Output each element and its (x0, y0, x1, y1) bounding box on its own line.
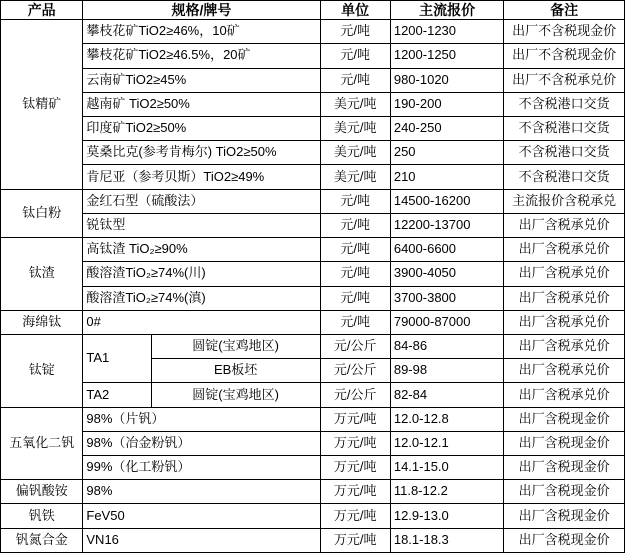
remark-cell: 出厂不含税承兑价 (504, 68, 625, 92)
remark-cell: 出厂含税现金价 (504, 456, 625, 480)
spec-cell: 印度矿TiO2≥50% (83, 116, 320, 140)
table-row (1, 528, 625, 552)
remark-cell: 出厂含税承兑价 (504, 238, 625, 262)
unit-cell: 元/吨 (320, 238, 390, 262)
header-remark: 备注 (504, 1, 625, 20)
table-row (1, 310, 625, 334)
price-cell: 210 (390, 165, 504, 189)
remark-cell: 出厂含税承兑价 (504, 262, 625, 286)
table-row (1, 141, 625, 165)
unit-cell: 元/吨 (320, 310, 390, 334)
product-group-label: 钒铁 (1, 504, 83, 528)
price-cell: 14.1-15.0 (390, 456, 504, 480)
price-cell: 250 (390, 141, 504, 165)
remark-cell: 出厂含税承兑价 (504, 334, 625, 358)
remark-cell: 不含税港口交货 (504, 141, 625, 165)
header-price: 主流报价 (390, 1, 504, 20)
price-cell: 12200-13700 (390, 213, 504, 237)
unit-cell: 元/吨 (320, 44, 390, 68)
table-row (1, 431, 625, 455)
unit-cell: 万元/吨 (320, 407, 390, 431)
remark-cell: 出厂含税承兑价 (504, 359, 625, 383)
price-cell: 82-84 (390, 383, 504, 407)
unit-cell: 元/吨 (320, 286, 390, 310)
product-group-label: 钛锭 (1, 334, 83, 407)
spec-cell: 越南矿 TiO2≥50% (83, 92, 320, 116)
unit-cell: 元/公斤 (320, 383, 390, 407)
remark-cell: 出厂含税承兑价 (504, 310, 625, 334)
unit-cell: 元/公斤 (320, 334, 390, 358)
product-group-label: 偏钒酸铵 (1, 480, 83, 504)
unit-cell: 美元/吨 (320, 116, 390, 140)
spec-cell: 98% (83, 480, 320, 504)
unit-cell: 元/吨 (320, 68, 390, 92)
price-cell: 12.0-12.1 (390, 431, 504, 455)
price-cell: 3900-4050 (390, 262, 504, 286)
price-cell: 12.9-13.0 (390, 504, 504, 528)
remark-cell: 出厂含税现金价 (504, 528, 625, 552)
price-cell: 11.8-12.2 (390, 480, 504, 504)
table-row (1, 68, 625, 92)
price-cell: 18.1-18.3 (390, 528, 504, 552)
unit-cell: 元/吨 (320, 189, 390, 213)
unit-cell: 美元/吨 (320, 92, 390, 116)
table-row (1, 116, 625, 140)
remark-cell: 出厂含税承兑价 (504, 383, 625, 407)
price-cell: 89-98 (390, 359, 504, 383)
table-row (1, 383, 625, 407)
unit-cell: 美元/吨 (320, 141, 390, 165)
price-cell: 3700-3800 (390, 286, 504, 310)
remark-cell: 不含税港口交货 (504, 165, 625, 189)
table-row (1, 480, 625, 504)
price-cell: 12.0-12.8 (390, 407, 504, 431)
header-unit: 单位 (320, 1, 390, 20)
product-group-label: 钛白粉 (1, 189, 83, 237)
table-row (1, 44, 625, 68)
spec-cell: 0# (83, 310, 320, 334)
spec-cell: 酸溶渣TiO₂≥74%(滇) (83, 286, 320, 310)
remark-cell: 主流报价含税承兑 (504, 189, 625, 213)
remark-cell: 出厂含税现金价 (504, 480, 625, 504)
table-row (1, 213, 625, 237)
spec-cell: 99%（化工粉钒） (83, 456, 320, 480)
spec-cell: 云南矿TiO2≥45% (83, 68, 320, 92)
spec-cell: 圆锭(宝鸡地区) (151, 334, 320, 358)
price-cell: 79000-87000 (390, 310, 504, 334)
price-cell: 240-250 (390, 116, 504, 140)
spec-cell: VN16 (83, 528, 320, 552)
remark-cell: 出厂含税现金价 (504, 407, 625, 431)
table-row (1, 165, 625, 189)
table-row (1, 20, 625, 44)
spec-cell: FeV50 (83, 504, 320, 528)
unit-cell: 元/公斤 (320, 359, 390, 383)
price-cell: 980-1020 (390, 68, 504, 92)
header-product: 产品 (1, 1, 83, 20)
remark-cell: 出厂含税现金价 (504, 504, 625, 528)
remark-cell: 出厂不含税现金价 (504, 44, 625, 68)
table-row (1, 262, 625, 286)
price-cell: 6400-6600 (390, 238, 504, 262)
unit-cell: 万元/吨 (320, 480, 390, 504)
price-cell: 14500-16200 (390, 189, 504, 213)
spec-grade-cell: TA2 (83, 383, 151, 407)
remark-cell: 出厂含税现金价 (504, 431, 625, 455)
spec-cell: 高钛渣 TiO₂≥90% (83, 238, 320, 262)
remark-cell: 不含税港口交货 (504, 116, 625, 140)
spec-grade-cell: TA1 (83, 334, 151, 382)
spec-cell: 锐钛型 (83, 213, 320, 237)
unit-cell: 万元/吨 (320, 528, 390, 552)
spec-cell: 莫桑比克(参考肯梅尔) TiO2≥50% (83, 141, 320, 165)
spec-cell: 圆锭(宝鸡地区) (151, 383, 320, 407)
remark-cell: 出厂含税承兑价 (504, 213, 625, 237)
table-row (1, 334, 625, 358)
spec-cell: 98%（冶金粉钒） (83, 431, 320, 455)
unit-cell: 元/吨 (320, 20, 390, 44)
table-header-row (1, 1, 625, 20)
price-cell: 1200-1250 (390, 44, 504, 68)
unit-cell: 元/吨 (320, 262, 390, 286)
spec-cell: 肯尼亚（参考贝斯）TiO2≥49% (83, 165, 320, 189)
product-group-label: 钛精矿 (1, 20, 83, 190)
unit-cell: 万元/吨 (320, 504, 390, 528)
table-row (1, 189, 625, 213)
unit-cell: 万元/吨 (320, 456, 390, 480)
unit-cell: 万元/吨 (320, 431, 390, 455)
product-group-label: 五氧化二钒 (1, 407, 83, 480)
spec-cell: 酸溶渣TiO₂≥74%(川) (83, 262, 320, 286)
spec-cell: 金红石型（硫酸法） (83, 189, 320, 213)
table-row (1, 238, 625, 262)
price-cell: 84-86 (390, 334, 504, 358)
product-group-label: 钒氮合金 (1, 528, 83, 552)
spec-cell: 攀枝花矿TiO2≥46%，10矿 (83, 20, 320, 44)
remark-cell: 出厂不含税现金价 (504, 20, 625, 44)
spec-cell: 98%（片钒） (83, 407, 320, 431)
unit-cell: 美元/吨 (320, 165, 390, 189)
table-row (1, 407, 625, 431)
price-cell: 1200-1230 (390, 20, 504, 44)
product-group-label: 海绵钛 (1, 310, 83, 334)
header-spec: 规格/牌号 (83, 1, 320, 20)
table-row (1, 92, 625, 116)
price-cell: 190-200 (390, 92, 504, 116)
table-row (1, 456, 625, 480)
remark-cell: 不含税港口交货 (504, 92, 625, 116)
table-row (1, 504, 625, 528)
spec-cell: 攀枝花矿TiO2≥46.5%，20矿 (83, 44, 320, 68)
unit-cell: 元/吨 (320, 213, 390, 237)
product-group-label: 钛渣 (1, 238, 83, 311)
table-row (1, 286, 625, 310)
remark-cell: 出厂含税承兑价 (504, 286, 625, 310)
spec-cell: EB板坯 (151, 359, 320, 383)
